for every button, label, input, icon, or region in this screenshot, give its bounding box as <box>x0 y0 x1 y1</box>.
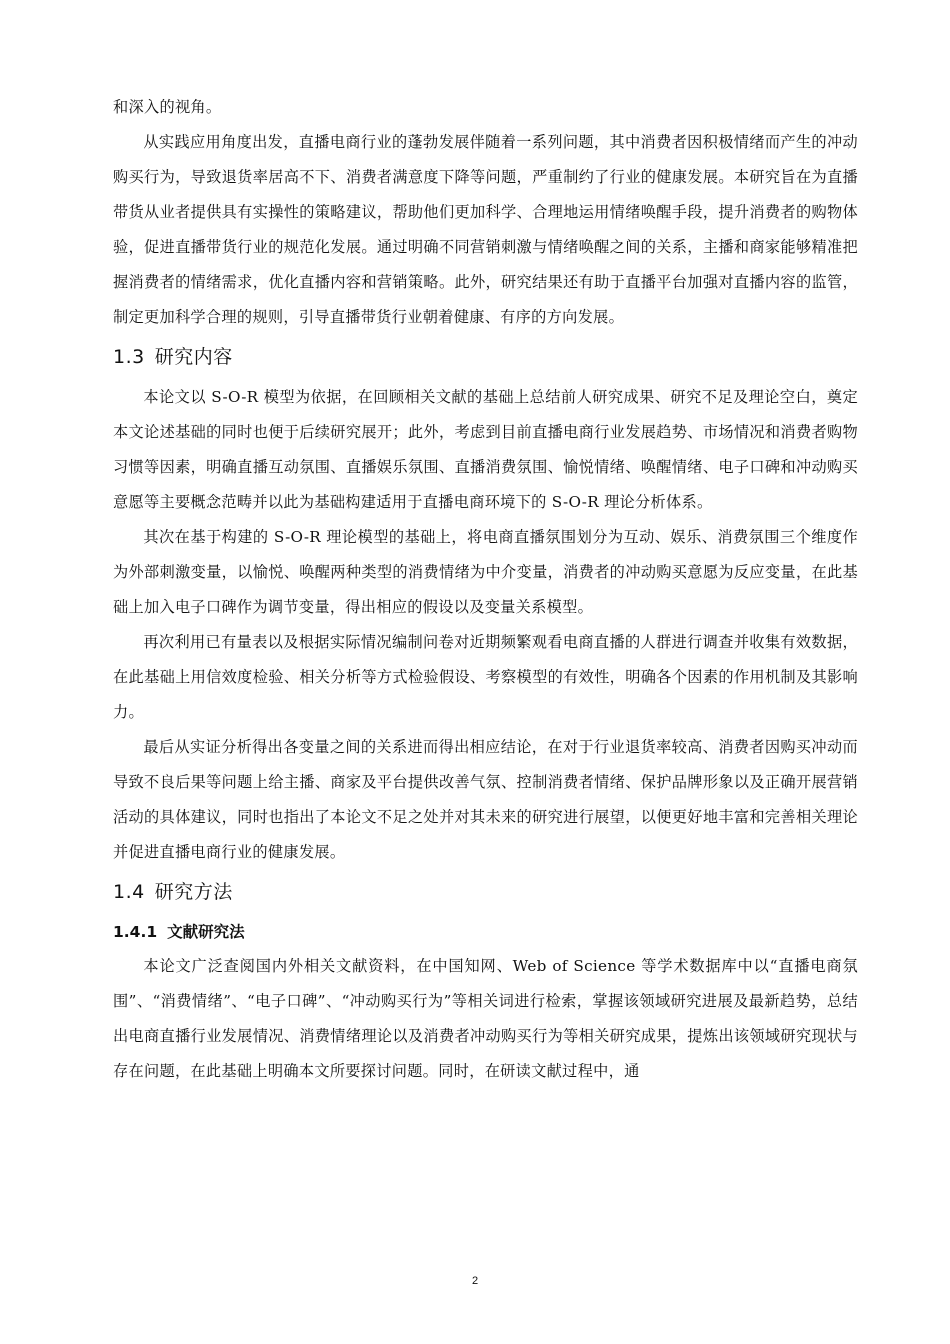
paragraph-research-content-4: 最后从实证分析得出各变量之间的关系进而得出相应结论，在对于行业退货率较高、消费者因购买冲动而导致不良后果等问题上给主播、商家及平台提供改善气氛、控制消费者情绪、保护品牌形象以及正确开展营销活动的具体建议，同时也指出了本论文不足之处并对其未来的研究进行展望，以便更好地丰富和完善相关理论并促进直播电商行业的健康发展。 <box>113 738 858 861</box>
section-title: 研究内容 <box>154 346 233 368</box>
paragraph-research-content-1: 本论文以 S-O-R 模型为依据，在回顾相关文献的基础上总结前人研究成果、研究不足及理论空白，奠定本文论述基础的同时也便于后续研究展开；此外，考虑到目前直播电商行业发展趋势、市场情况和消费者购物习惯等因素，明确直播互动氛围、直播娱乐氛围、直播消费氛围、愉悦情绪、唤醒情绪、电子口碑和冲动购买意愿等主要概念范畴并以此为基础构建适用于直播电商环境下的 S-O-R 理论分析体系。 <box>113 388 858 511</box>
section-heading-1-3 <box>113 340 858 374</box>
page-number: 2 <box>471 1275 479 1287</box>
section-heading-1-4 <box>113 875 858 909</box>
paragraph-research-content-3: 再次利用已有量表以及根据实际情况编制问卷对近期频繁观看电商直播的人群进行调查并收集有效数据，在此基础上用信效度检验、相关分析等方式检验假设、考察模型的有效性，明确各个因素的作用机制及其影响力。 <box>113 633 858 721</box>
section-number: 1.4 <box>113 881 145 903</box>
paragraph-research-content-2: 其次在基于构建的 S-O-R 理论模型的基础上，将电商直播氛围划分为互动、娱乐、消费氛围三个维度作为外部刺激变量，以愉悦、唤醒两种类型的消费情绪为中介变量，消费者的冲动购买意愿为反应变量，在此基础上加入电子口碑作为调节变量，得出相应的假设以及变量关系模型。 <box>113 528 858 616</box>
paragraph-practical-significance: 从实践应用角度出发，直播电商行业的蓬勃发展伴随着一系列问题，其中消费者因积极情绪而产生的冲动购买行为，导致退货率居高不下、消费者满意度下降等问题，严重制约了行业的健康发展。本研究旨在为直播带货从业者提供具有实操性的策略建议，帮助他们更加科学、合理地运用情绪唤醒手段，提升消费者的购物体验，促进直播带货行业的规范化发展。通过明确不同营销刺激与情绪唤醒之间的关系，主播和商家能够精准把握消费者的情绪需求，优化直播内容和营销策略。此外，研究结果还有助于直播平台加强对直播内容的监管，制定更加科学合理的规则，引导直播带货行业朝着健康、有序的方向发展。 <box>113 133 858 326</box>
paragraph-literature-method: 本论文广泛查阅国内外相关文献资料，在中国知网、Web of Science 等学术数据库中以“直播电商氛围”、“消费情绪”、“电子口碑”、“冲动购买行为”等相关词进行检索，掌握该领域研究进展及最新趋势，总结出电商直播行业发展情况、消费情绪理论以及消费者冲动购买行为等相关研究成果，提炼出该领域研究现状与存在问题，在此基础上明确本文所要探讨问题。同时，在研读文献过程中，通 <box>113 957 858 1080</box>
paragraph-continued: 和深入的视角。 <box>113 98 222 116</box>
subsection-title: 文献研究法 <box>167 923 245 941</box>
page-content <box>113 90 858 1089</box>
subsection-heading-1-4-1 <box>113 915 858 949</box>
section-title: 研究方法 <box>154 881 233 903</box>
section-number: 1.3 <box>113 346 145 368</box>
subsection-number: 1.4.1 <box>113 923 158 941</box>
